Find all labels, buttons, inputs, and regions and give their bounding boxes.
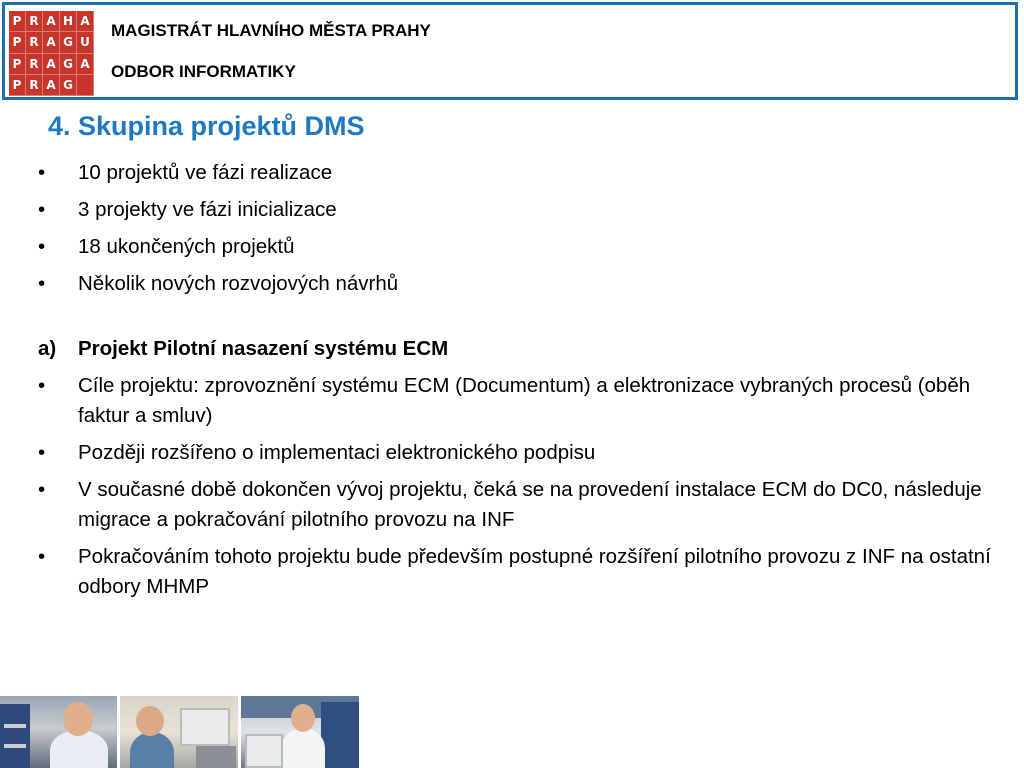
spacer [38, 306, 1008, 334]
section-marker: a) [38, 337, 57, 360]
list-item-text: V současné době dokončen vývoj projektu, čeká se na provedení instalace ECM do DC0, následuje migrace a pokračování pilotního provozu na INF [78, 478, 982, 531]
logo-letter: A [77, 11, 94, 32]
bullet: • [38, 198, 46, 221]
bullet: • [38, 235, 46, 258]
office-photo-2 [120, 696, 238, 768]
bullet: • [38, 272, 46, 295]
logo-letter: H [60, 11, 77, 32]
bullet: • [38, 441, 46, 464]
list-item [38, 371, 1008, 431]
logo-letter: A [77, 54, 94, 75]
praha-logo [9, 11, 94, 96]
office-photo-3 [241, 696, 359, 768]
list-item [38, 195, 1008, 225]
logo-letter: G [60, 75, 77, 96]
logo-letter: A [43, 75, 60, 96]
logo-letter: G [60, 32, 77, 53]
logo-letter: R [26, 11, 43, 32]
list-item-text: Cíle projektu: zprovoznění systému ECM (Documentum) a elektronizace vybraných procesů (oběh faktur a smluv) [78, 374, 971, 427]
list-item-text: Později rozšířeno o implementaci elektronického podpisu [78, 441, 596, 464]
bullet: • [38, 478, 46, 501]
list-item [38, 438, 1008, 468]
logo-letter: R [26, 32, 43, 53]
logo-letter: P [9, 54, 26, 75]
logo-letter: A [43, 54, 60, 75]
list-item [38, 158, 1008, 188]
logo-letter: A [43, 11, 60, 32]
list-item-text: 18 ukončených projektů [78, 235, 295, 258]
section-heading-text: Projekt Pilotní nasazení systému ECM [78, 337, 449, 360]
list-item [38, 542, 1008, 602]
slide-title: 4. Skupina projektů DMS [48, 111, 365, 141]
list-item-text: Pokračováním tohoto projektu bude především postupné rozšíření pilotního provozu z INF na ostatní odbory MHMP [78, 545, 991, 598]
organization-name: MAGISTRÁT HLAVNÍHO MĚSTA PRAHY [111, 21, 431, 40]
section-heading [38, 334, 1008, 364]
slide-content [38, 158, 1008, 609]
logo-letter: R [26, 54, 43, 75]
bullet: • [38, 545, 46, 568]
logo-letter: P [9, 11, 26, 32]
bullet: • [38, 161, 46, 184]
list-item-text: Několik nových rozvojových návrhů [78, 272, 399, 295]
logo-letter [77, 75, 94, 96]
logo-letter: R [26, 75, 43, 96]
list-item-text: 3 projekty ve fázi inicializace [78, 198, 337, 221]
office-photo-1 [0, 696, 117, 768]
header-banner [2, 2, 1018, 100]
logo-letter: P [9, 32, 26, 53]
department-name: ODBOR INFORMATIKY [111, 62, 296, 81]
logo-letter: P [9, 75, 26, 96]
photo-strip [0, 696, 360, 768]
list-item [38, 269, 1008, 299]
bullet: • [38, 374, 46, 397]
list-item-text: 10 projektů ve fázi realizace [78, 161, 333, 184]
list-item [38, 232, 1008, 262]
list-item [38, 475, 1008, 535]
logo-letter: U [77, 32, 94, 53]
logo-letter: A [43, 32, 60, 53]
logo-letter: G [60, 54, 77, 75]
